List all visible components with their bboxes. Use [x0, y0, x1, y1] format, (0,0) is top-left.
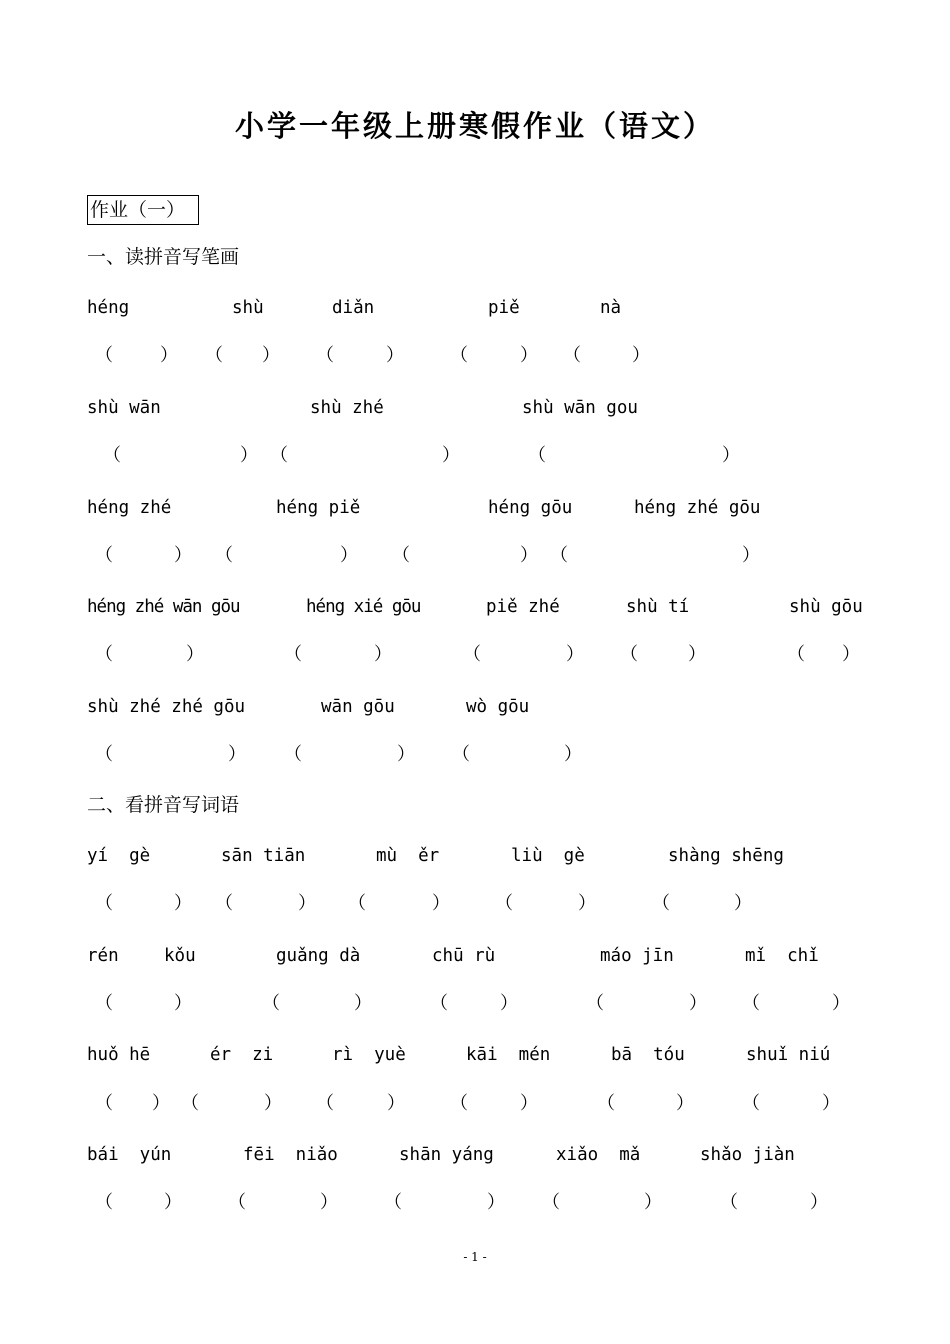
paren-open: （	[742, 993, 760, 1014]
paren-close: ）	[566, 644, 584, 665]
paren-open: （	[452, 744, 470, 765]
pinyin-item: sān tiān	[221, 846, 306, 866]
pinyin-item: guǎng dà	[276, 946, 361, 966]
paren-open: （	[205, 345, 223, 366]
paren-close: ）	[832, 993, 850, 1014]
answer-row	[0, 1189, 950, 1217]
paren-open: （	[586, 993, 604, 1014]
paren-close: ）	[264, 1093, 282, 1114]
paren-close: ）	[676, 1093, 694, 1114]
paren-open: （	[348, 893, 366, 914]
paren-open: （	[215, 893, 233, 914]
paren-open: （	[742, 1093, 760, 1114]
paren-open: （	[215, 545, 233, 566]
paren-open: （	[392, 545, 410, 566]
paren-open: （	[262, 993, 280, 1014]
paren-close: ）	[298, 893, 316, 914]
paren-open: （	[284, 644, 302, 665]
pinyin-item: ér zi	[210, 1045, 274, 1065]
pinyin-item: héng piě	[276, 498, 361, 518]
paren-close: ）	[160, 345, 178, 366]
paren-open: （	[95, 644, 113, 665]
pinyin-item: héng xié gōu	[306, 597, 421, 617]
pinyin-item: héng zhé wān gōu	[87, 597, 240, 617]
answer-row	[0, 641, 950, 669]
answer-row	[0, 542, 950, 570]
pinyin-item: rì yuè	[332, 1045, 406, 1065]
paren-close: ）	[722, 445, 740, 466]
pinyin-item: shàng shēng	[668, 846, 784, 866]
paren-open: （	[95, 993, 113, 1014]
paren-close: ）	[262, 345, 280, 366]
paren-open: （	[597, 1093, 615, 1114]
paren-open: （	[284, 744, 302, 765]
section-heading: 一、读拼音写笔画	[87, 246, 240, 268]
pinyin-item: shù zhé	[310, 398, 384, 418]
paren-close: ）	[520, 545, 538, 566]
paren-open: （	[228, 1192, 246, 1213]
answer-row	[0, 990, 950, 1018]
pinyin-row	[0, 593, 950, 621]
answer-row	[0, 342, 950, 370]
paren-close: ）	[228, 744, 246, 765]
pinyin-item: kāi mén	[466, 1045, 551, 1065]
paren-open: （	[463, 644, 481, 665]
pinyin-item: yí gè	[87, 846, 151, 866]
paren-open: （	[316, 1093, 334, 1114]
answer-row	[0, 741, 950, 769]
pinyin-item: máo jīn	[600, 946, 674, 966]
pinyin-item: chū rù	[432, 946, 496, 966]
pinyin-item: diǎn	[332, 298, 375, 318]
paren-close: ）	[164, 1192, 182, 1213]
paren-close: ）	[374, 644, 392, 665]
paren-close: ）	[520, 1093, 538, 1114]
paren-open: （	[316, 345, 334, 366]
pinyin-item: bā tóu	[611, 1045, 685, 1065]
paren-close: ）	[240, 445, 258, 466]
pinyin-row	[0, 1041, 950, 1069]
paren-open: （	[528, 445, 546, 466]
paren-open: （	[450, 345, 468, 366]
paren-close: ）	[386, 345, 404, 366]
pinyin-item: héng	[87, 298, 130, 318]
paren-close: ）	[810, 1192, 828, 1213]
paren-open: （	[95, 1192, 113, 1213]
pinyin-item: shù wān gou	[522, 398, 638, 418]
paren-close: ）	[354, 993, 372, 1014]
pinyin-item: héng zhé gōu	[634, 498, 761, 518]
paren-open: （	[384, 1192, 402, 1213]
pinyin-row	[0, 394, 950, 422]
pinyin-row	[0, 1141, 950, 1169]
paren-close: ）	[688, 644, 706, 665]
paren-open: （	[181, 1093, 199, 1114]
paren-close: ）	[578, 893, 596, 914]
pinyin-item: shuǐ niú	[746, 1045, 831, 1065]
paren-open: （	[495, 893, 513, 914]
paren-close: ）	[432, 893, 450, 914]
pinyin-item: mǐ chǐ	[745, 946, 819, 966]
paren-open: （	[620, 644, 638, 665]
paren-open: （	[95, 893, 113, 914]
paren-close: ）	[487, 1192, 505, 1213]
pinyin-item: rén	[87, 946, 119, 966]
paren-close: ）	[174, 893, 192, 914]
section-heading: 二、看拼音写词语	[87, 794, 240, 816]
pinyin-item: nà	[600, 298, 622, 318]
paren-open: （	[787, 644, 805, 665]
paren-open: （	[95, 1093, 113, 1114]
paren-open: （	[542, 1192, 560, 1213]
paren-close: ）	[174, 545, 192, 566]
paren-close: ）	[397, 744, 415, 765]
answer-row	[0, 1090, 950, 1118]
paren-close: ）	[734, 893, 752, 914]
page-number: - 1 -	[463, 1250, 487, 1264]
pinyin-item: fēi niǎo	[243, 1145, 338, 1165]
paren-open: （	[550, 545, 568, 566]
paren-close: ）	[632, 345, 650, 366]
pinyin-item: shù gōu	[789, 597, 863, 617]
paren-close: ）	[500, 993, 518, 1014]
paren-open: （	[720, 1192, 738, 1213]
answer-row	[0, 890, 950, 918]
paren-close: ）	[320, 1192, 338, 1213]
paren-close: ）	[689, 993, 707, 1014]
paren-open: （	[450, 1093, 468, 1114]
paren-open: （	[270, 445, 288, 466]
paren-close: ）	[174, 993, 192, 1014]
paren-close: ）	[152, 1093, 170, 1114]
pinyin-item: piě zhé	[486, 597, 560, 617]
pinyin-item: mù ěr	[376, 846, 440, 866]
pinyin-item: shù tí	[626, 597, 690, 617]
pinyin-item: bái yún	[87, 1145, 172, 1165]
pinyin-item: héng gōu	[488, 498, 573, 518]
answer-row	[0, 442, 950, 470]
page-title: 小学一年级上册寒假作业（语文）	[234, 109, 715, 143]
paren-open: （	[103, 445, 121, 466]
pinyin-item: huǒ hē	[87, 1045, 151, 1065]
paren-open: （	[430, 993, 448, 1014]
pinyin-item: kǒu	[164, 946, 196, 966]
paren-close: ）	[520, 345, 538, 366]
pinyin-row	[0, 294, 950, 322]
homework-label: 作业（一）	[87, 195, 199, 225]
paren-open: （	[563, 345, 581, 366]
paren-open: （	[95, 545, 113, 566]
paren-close: ）	[644, 1192, 662, 1213]
pinyin-item: shǎo jiàn	[700, 1145, 795, 1165]
pinyin-item: héng zhé	[87, 498, 172, 518]
pinyin-item: shān yáng	[399, 1145, 494, 1165]
pinyin-item: xiǎo mǎ	[556, 1145, 641, 1165]
paren-close: ）	[742, 545, 760, 566]
paren-close: ）	[564, 744, 582, 765]
pinyin-item: shù zhé zhé gōu	[87, 697, 246, 717]
pinyin-item: wān gōu	[321, 697, 395, 717]
pinyin-item: liù gè	[511, 846, 585, 866]
paren-close: ）	[822, 1093, 840, 1114]
paren-open: （	[95, 345, 113, 366]
pinyin-row	[0, 842, 950, 870]
pinyin-row	[0, 693, 950, 721]
paren-open: （	[652, 893, 670, 914]
paren-close: ）	[186, 644, 204, 665]
pinyin-item: shù	[232, 298, 264, 318]
pinyin-row	[0, 494, 950, 522]
pinyin-row	[0, 942, 950, 970]
paren-close: ）	[442, 445, 460, 466]
pinyin-item: shù wān	[87, 398, 161, 418]
paren-close: ）	[340, 545, 358, 566]
paren-close: ）	[842, 644, 860, 665]
pinyin-item: piě	[488, 298, 520, 318]
paren-close: ）	[387, 1093, 405, 1114]
paren-open: （	[95, 744, 113, 765]
pinyin-item: wò gōu	[466, 697, 530, 717]
